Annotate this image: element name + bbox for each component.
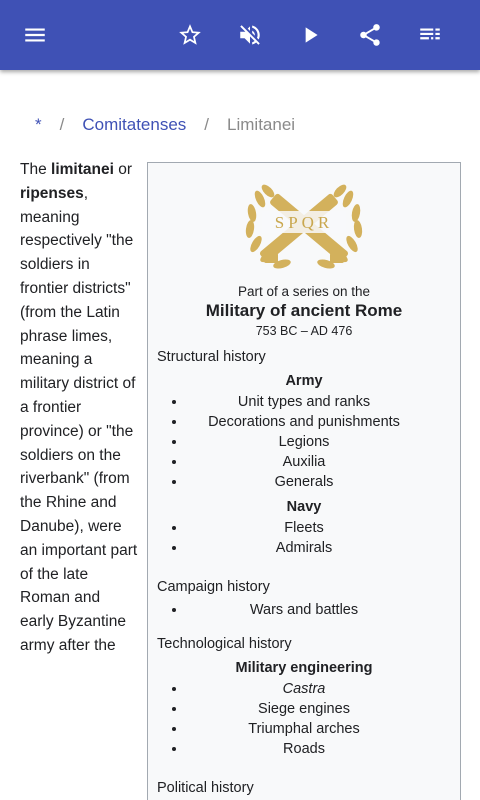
app-bar [0, 0, 480, 70]
spqr-logo-text: SPQR [274, 213, 334, 232]
article-term: limitanei [51, 161, 114, 178]
engineering-list [148, 679, 460, 759]
infobox-pretitle: Part of a series on the [237, 284, 371, 299]
article-text-fragment: or [113, 161, 132, 178]
breadcrumb [35, 113, 295, 137]
infobox-dates: 753 BC – AD 476 [255, 324, 353, 338]
campaign-history-label: Campaign history [157, 579, 270, 595]
campaign-list [148, 600, 460, 620]
breadcrumb-current: Limitanei [227, 115, 296, 134]
list-item[interactable]: Generals [148, 472, 460, 492]
list-item[interactable]: Triumphal arches [148, 719, 460, 739]
volume-off-icon[interactable] [230, 15, 270, 55]
menu-icon[interactable] [15, 15, 55, 55]
army-heading: Army [285, 373, 323, 389]
list-item[interactable]: Wars and battles [148, 600, 460, 620]
star-icon[interactable] [170, 15, 210, 55]
list-item[interactable]: Unit types and ranks [148, 392, 460, 412]
list-item[interactable]: Legions [148, 432, 460, 452]
structural-history-label: Structural history [157, 349, 266, 365]
list-item[interactable]: Siege engines [148, 699, 460, 719]
list-item[interactable]: Fleets [148, 518, 460, 538]
article-paragraph [20, 158, 138, 658]
military-engineering-heading: Military engineering [235, 660, 373, 676]
play-icon[interactable] [290, 15, 330, 55]
list-item[interactable]: Auxilia [148, 452, 460, 472]
breadcrumb-separator: / [204, 115, 210, 134]
infobox-title: Military of ancient Rome [205, 301, 403, 320]
breadcrumb-separator: / [59, 115, 65, 134]
breadcrumb-parent-link[interactable]: Comitatenses [82, 115, 187, 134]
navy-list [148, 518, 460, 558]
list-item[interactable]: Roads [148, 739, 460, 759]
article-text-fragment: , meaning respectively "the soldiers in frontier districts" (from the Latin phrase limes, meaning a military district of a frontier province) or "the soldiers on the riverbank" (from the Rhine and Danube), were an important part of the late Roman and early Byzantine army after the [20, 184, 138, 654]
army-list [148, 392, 460, 492]
technological-history-label: Technological history [157, 636, 292, 652]
political-history-label: Political history [157, 780, 254, 796]
share-icon[interactable] [350, 15, 390, 55]
list-item[interactable]: Castra [148, 679, 460, 699]
series-infobox [147, 162, 461, 800]
article-term: ripenses [20, 184, 84, 202]
breadcrumb-root-link[interactable]: * [35, 115, 42, 134]
article-text-fragment: The [20, 161, 52, 178]
spqr-laurel-logo [240, 169, 368, 277]
navy-heading: Navy [286, 499, 322, 515]
list-item[interactable]: Admirals [148, 538, 460, 558]
list-item[interactable]: Decorations and punishments [148, 412, 460, 432]
playlist-icon[interactable] [410, 15, 450, 55]
